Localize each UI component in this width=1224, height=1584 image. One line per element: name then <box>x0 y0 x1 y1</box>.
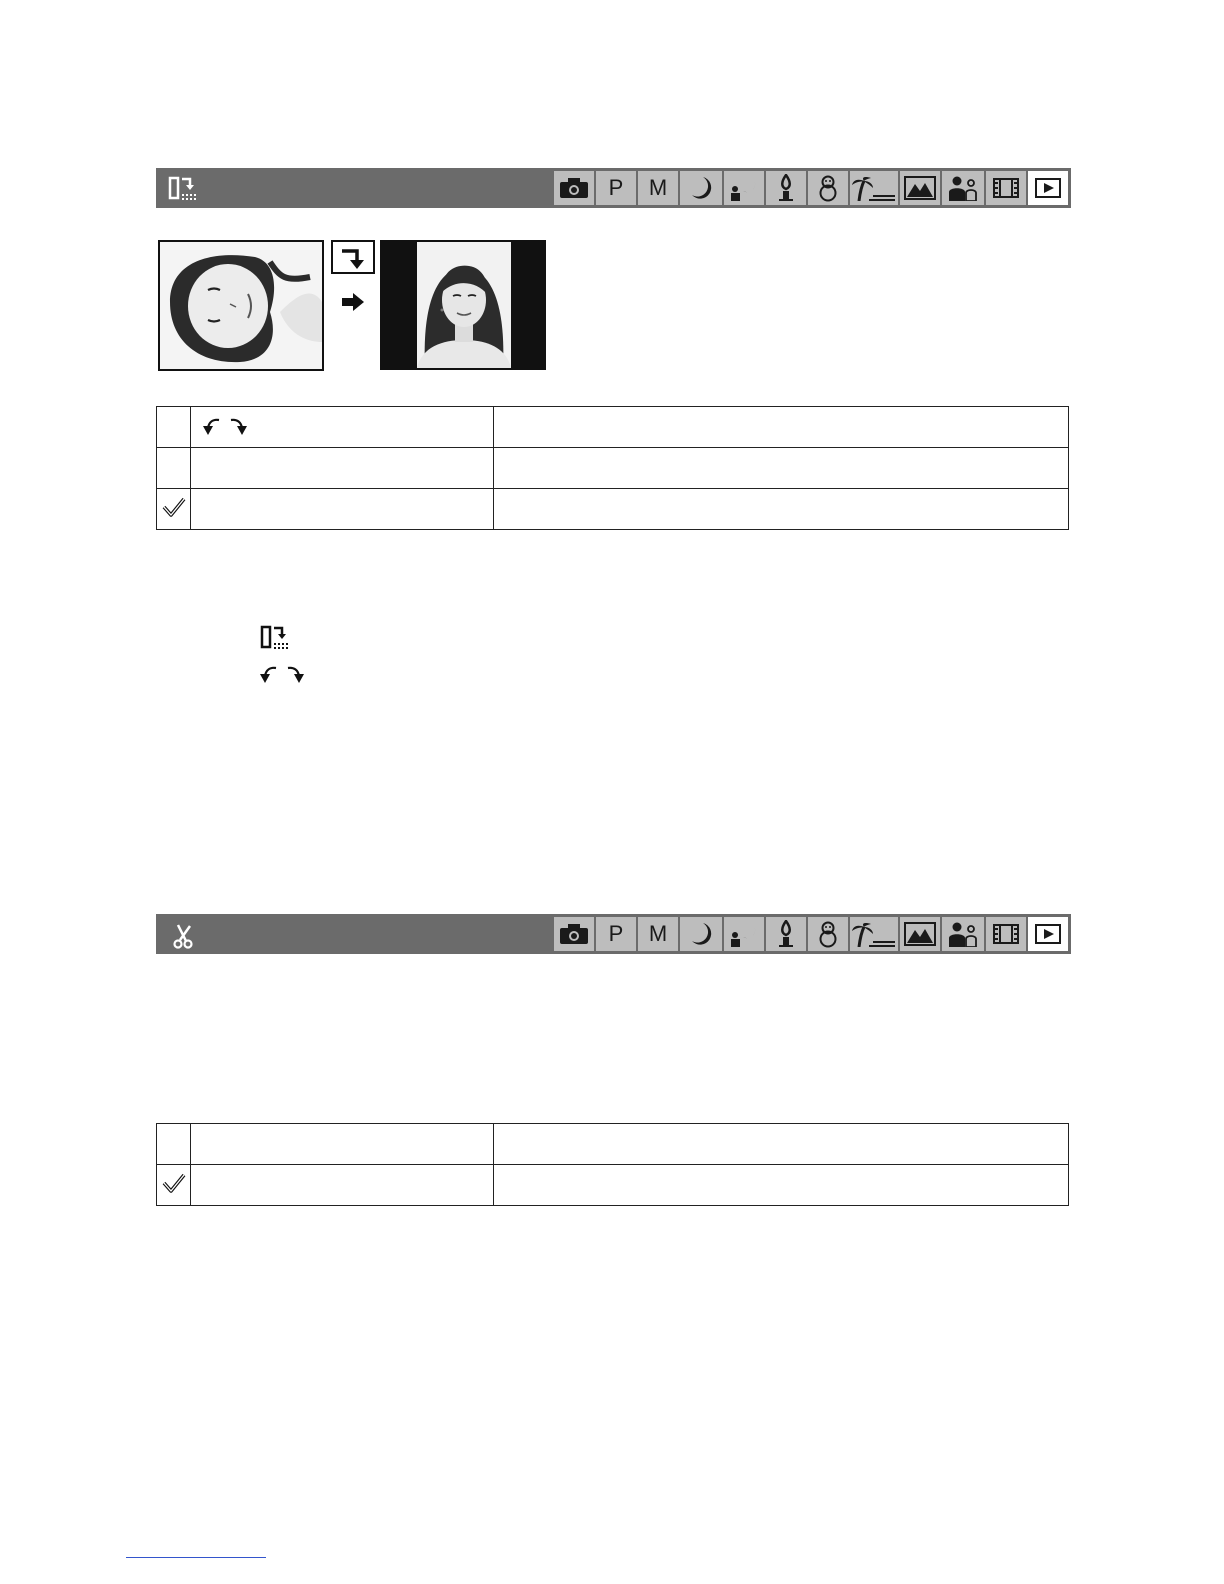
check-cell <box>157 448 191 489</box>
option-label <box>191 448 494 489</box>
footer-link-underline[interactable] <box>126 1557 266 1558</box>
mode-label: P <box>608 175 624 200</box>
candle-icon <box>766 917 806 951</box>
camera-auto-icon <box>554 917 594 951</box>
rotate-options-table <box>156 406 1069 530</box>
mode-label: M <box>648 921 668 946</box>
checkmark-icon <box>162 1181 186 1198</box>
manual-mode-icon <box>638 917 678 951</box>
mode-icon-strip <box>554 917 1068 951</box>
rotate-arrows-icon <box>201 418 251 435</box>
option-desc <box>494 1165 1069 1206</box>
soft-snap-icon <box>942 917 984 951</box>
option-desc <box>494 1124 1069 1165</box>
trimming-options-table <box>156 1123 1069 1206</box>
check-cell <box>157 407 191 448</box>
option-desc <box>494 489 1069 530</box>
check-cell <box>157 489 191 530</box>
program-mode-icon <box>596 917 636 951</box>
beach-icon <box>850 171 898 205</box>
beach-icon <box>850 917 898 951</box>
rotated-photo <box>380 240 546 370</box>
trimming-header-bar <box>156 914 1071 954</box>
table-row[interactable] <box>157 407 1069 448</box>
rotate-frame-icon <box>260 625 292 656</box>
mode-label: P <box>608 921 624 946</box>
option-desc <box>494 448 1069 489</box>
camera-auto-icon <box>554 171 594 205</box>
twilight-icon <box>680 171 722 205</box>
check-cell <box>157 1165 191 1206</box>
table-row[interactable] <box>157 1165 1069 1206</box>
soft-snap-icon <box>942 171 984 205</box>
playback-icon <box>1028 917 1068 951</box>
rotate-arrows-icon <box>258 662 308 693</box>
mode-icon-strip <box>554 171 1068 205</box>
twilight-portrait-icon <box>724 171 764 205</box>
rotate-right-icon <box>331 240 375 274</box>
table-row[interactable] <box>157 1124 1069 1165</box>
table-row[interactable] <box>157 448 1069 489</box>
twilight-portrait-icon <box>724 917 764 951</box>
checkmark-icon <box>162 505 186 522</box>
scissors-icon <box>170 923 196 954</box>
playback-icon <box>1028 171 1068 205</box>
option-label <box>191 489 494 530</box>
twilight-icon <box>680 917 722 951</box>
snow-icon <box>808 171 848 205</box>
movie-icon <box>986 171 1026 205</box>
table-row[interactable] <box>157 489 1069 530</box>
snow-icon <box>808 917 848 951</box>
check-cell <box>157 1124 191 1165</box>
arrow-right-icon <box>341 292 365 317</box>
program-mode-icon <box>596 171 636 205</box>
landscape-icon <box>900 917 940 951</box>
movie-icon <box>986 917 1026 951</box>
option-label-cell <box>191 407 494 448</box>
mode-label: M <box>648 175 668 200</box>
option-label <box>191 1165 494 1206</box>
landscape-icon <box>900 171 940 205</box>
option-label <box>191 1124 494 1165</box>
rotate-frame-icon <box>168 176 200 207</box>
manual-mode-icon <box>638 171 678 205</box>
option-desc <box>494 407 1069 448</box>
candle-icon <box>766 171 806 205</box>
rotate-header-bar <box>156 168 1071 208</box>
sideways-photo <box>158 240 324 371</box>
